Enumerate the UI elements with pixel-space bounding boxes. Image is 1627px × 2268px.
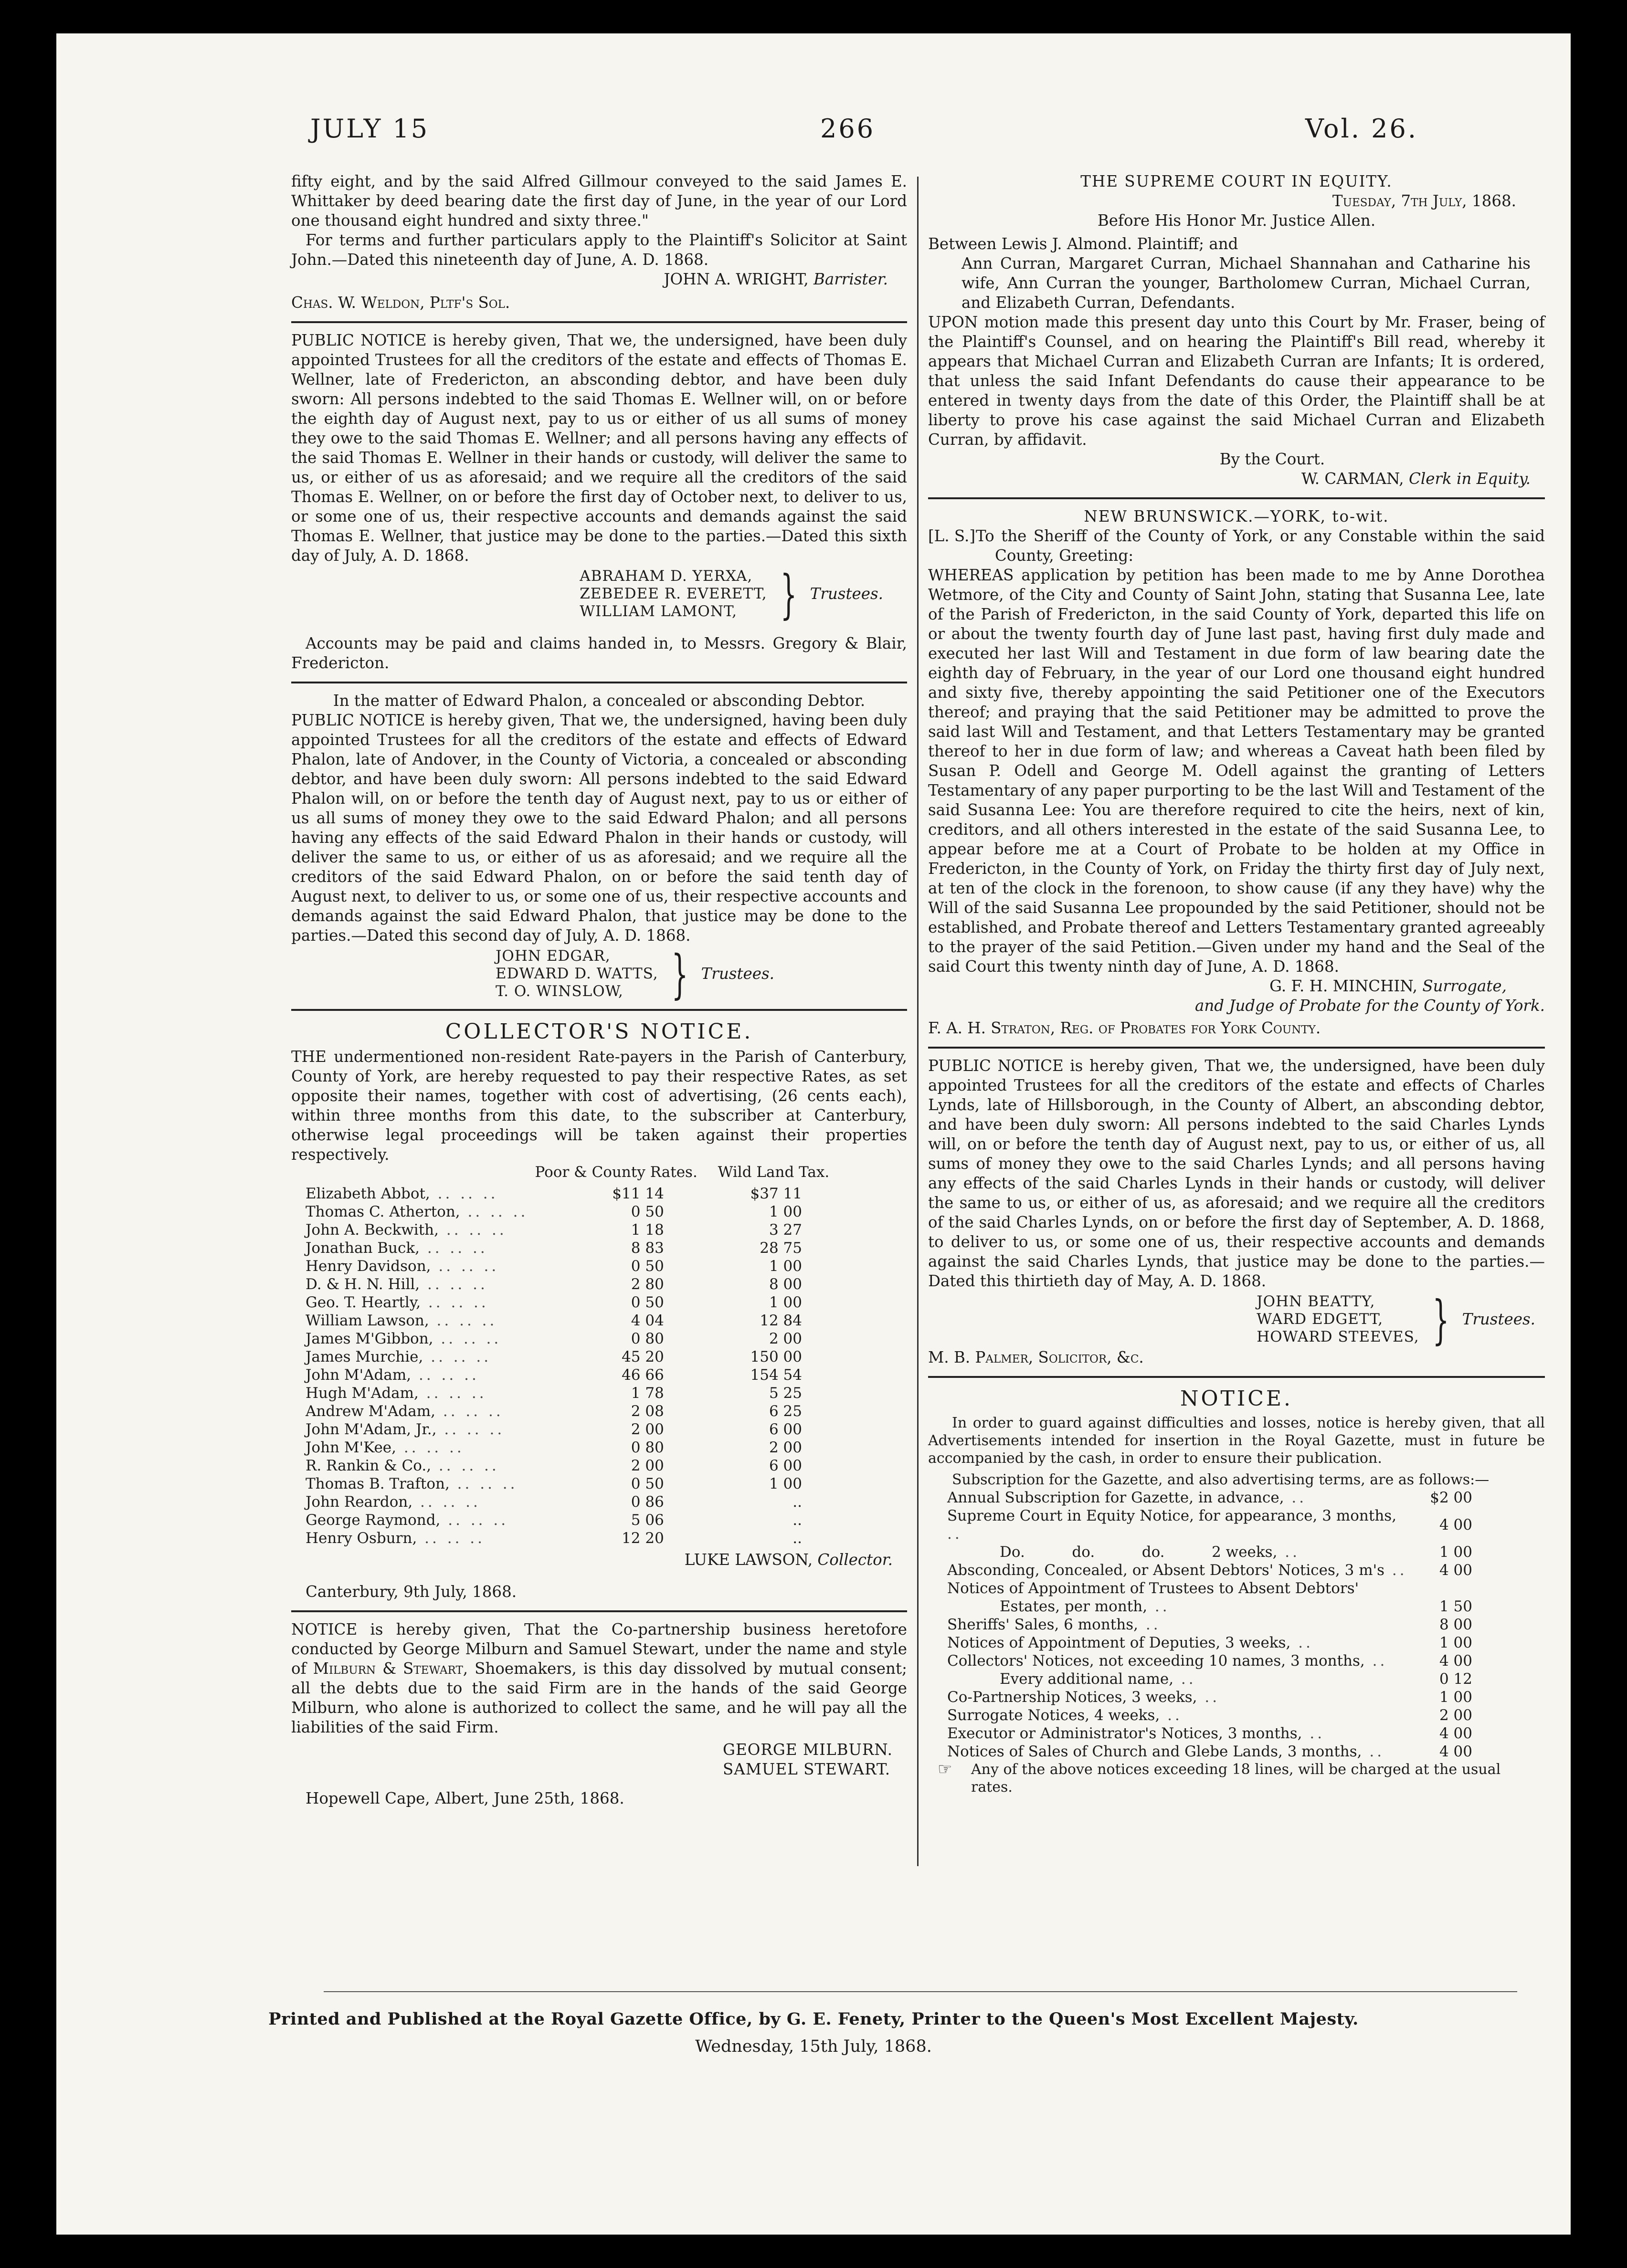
rate-row <box>306 1330 831 1348</box>
lynds-solicitor: M. B. Palmer, Solicitor, &c. <box>928 1348 1144 1366</box>
wild-land-value: 1 00 <box>769 1203 802 1220</box>
trustees-label: Trustees. <box>1462 1310 1535 1328</box>
poor-rate-value: 2 00 <box>631 1421 664 1438</box>
ratepayer-name: Elizabeth Abbot, <box>306 1185 430 1202</box>
brace-glyph: } <box>780 563 797 625</box>
equity-clerk <box>928 469 1531 489</box>
poor-rate-value: 5 06 <box>631 1512 664 1529</box>
poor-rate-value: 2 80 <box>631 1276 664 1293</box>
fee-row <box>947 1616 1472 1634</box>
leader-dots: .. <box>1290 1634 1313 1651</box>
pointing-hand-icon: ☞ <box>938 1760 952 1779</box>
ratepayer-name: Henry Davidson, <box>306 1258 431 1275</box>
section-rule <box>928 1047 1545 1049</box>
wild-land-value: .. <box>792 1512 802 1529</box>
poor-rate-value: 0 86 <box>631 1493 664 1511</box>
wright-solicitor: Chas. W. Weldon, Pltf's Sol. <box>291 294 510 312</box>
leader-dots: .. .. .. <box>423 1348 492 1365</box>
rate-row <box>306 1457 831 1475</box>
section-rule <box>928 1376 1545 1378</box>
rate-row <box>306 1493 831 1511</box>
poor-rate-value: 0 80 <box>631 1330 664 1347</box>
fee-amount: 1 50 <box>1439 1598 1472 1615</box>
surrogate-name: G. F. H. MINCHIN, <box>1269 977 1418 995</box>
rate-row <box>306 1203 831 1221</box>
poor-rate-value: 2 00 <box>631 1457 664 1474</box>
milburn-signer: SAMUEL STEWART. <box>723 1760 891 1778</box>
wild-land-value: 12 84 <box>760 1312 802 1329</box>
fee-amount: 1 00 <box>1439 1544 1472 1561</box>
wellner-trustees <box>291 563 907 625</box>
collector-place-date: Canterbury, 9th July, 1868. <box>306 1583 517 1601</box>
phalon-title: In the matter of Edward Phalon, a concealed or absconding Debtor. <box>333 692 866 710</box>
fee-row <box>947 1706 1472 1724</box>
fee-label: Collectors' Notices, not exceeding 10 names, 3 months, <box>947 1652 1365 1670</box>
leader-dots: .. .. .. <box>420 1276 488 1293</box>
leader-dots: .. .. .. <box>440 1512 509 1529</box>
leader-dots: .. <box>1364 1652 1388 1670</box>
rate-row <box>306 1293 831 1312</box>
rate-row <box>306 1438 831 1457</box>
york-address <box>928 526 1545 566</box>
milburn-text: NOTICE is hereby given, That the Co-partnership business heretofore conducted by George Milburn and Samuel Stewart, under the name and style of Milburn & Stewart, Shoemakers, is this day dissolved by mutual consent; all the debts due to the said Firm are in the hands of the said George Milburn, who alone is authorized to collect the same, and he will pay all the liabilities of the said Firm. <box>291 1620 907 1736</box>
leader-dots: .. .. .. <box>433 1330 502 1347</box>
trustee-name: WILLIAM LAMONT, <box>580 603 737 620</box>
firm-name: Milburn & Stewart <box>313 1659 463 1678</box>
leader-dots: .. <box>1302 1725 1325 1742</box>
gazette-notice <box>928 1386 1545 1796</box>
fee-label: Surrogate Notices, 4 weeks, <box>947 1707 1160 1724</box>
ratepayer-name: D. & H. N. Hill, <box>306 1276 420 1293</box>
rates-body <box>306 1185 831 1547</box>
gazette-page <box>56 33 1571 2235</box>
leader-dots: .. <box>1384 1562 1407 1579</box>
col-header-poor: Poor & County Rates. <box>535 1164 697 1181</box>
wild-land-value: 8 00 <box>769 1276 802 1293</box>
leader-dots: .. .. .. <box>449 1475 518 1492</box>
ratepayer-name: John A. Beckwith, <box>306 1221 439 1239</box>
trustee-name: HOWARD STEEVES, <box>1257 1328 1419 1345</box>
trustee-name: JOHN EDGAR, <box>496 947 611 965</box>
leader-dots: .. .. .. <box>435 1403 504 1420</box>
lynds-notice <box>928 1056 1545 1367</box>
milburn-notice <box>291 1620 907 1808</box>
notice-subscription: Subscription for the Gazette, and also advertising terms, are as follows:— <box>952 1471 1490 1488</box>
poor-rate-value: 8 83 <box>631 1239 664 1257</box>
poor-rate-value: 45 20 <box>622 1348 664 1365</box>
milburn-signer: GEORGE MILBURN. <box>723 1741 893 1759</box>
lynds-text: PUBLIC NOTICE is hereby given, That we, the undersigned, have been duly appointed Trustees for all the creditors of the estate and effects of Charles Lynds, late of Hillsborough, in the County of Albert, an absconding debtor, and have been duly sworn: All persons indebted to the said Charles Lynds will, on or before the tenth day of August next, pay to us, or either of us, all sums of money they owe to the said Charles Lynds; and all persons having any effects of the said Charles Lynds in their hands or custody, will deliver the same to us, or either of us, as aforesaid; and we require all the creditors of the said Charles Lynds, on or before the first day of September, A. D. 1868, to deliver to us, or some one of us, their respective accounts and demands against the said Charles Lynds, that justice may be done to the parties.—Dated this thirtieth day of May, A. D. 1868. <box>928 1057 1545 1290</box>
leader-dots: .. <box>1197 1689 1220 1706</box>
wild-land-value: 2 00 <box>769 1439 802 1456</box>
york-to: To the Sheriff of the County of York, or any Constable within the said County, Greeting: <box>976 527 1545 565</box>
poor-rate-value: 0 50 <box>631 1475 664 1492</box>
ratepayer-name: Jonathan Buck, <box>306 1239 420 1257</box>
footer-date: Wednesday, 15th July, 1868. <box>695 2037 932 2056</box>
footer-rule <box>324 1991 1517 1992</box>
footer-printer: Printed and Published at the Royal Gazette Office, by G. E. Fenety, Printer to the Queen's Most Excellent Majesty. <box>268 2009 1359 2029</box>
equity-by: By the Court. <box>1219 450 1325 468</box>
fee-amount: 1 00 <box>1439 1634 1472 1651</box>
rates-table <box>306 1165 831 1547</box>
poor-rate-value: 0 50 <box>631 1258 664 1275</box>
wild-land-value: 1 00 <box>769 1475 802 1492</box>
fee-label: Notices of Appointment of Trustees to Absent Debtors' <box>947 1580 1359 1597</box>
poor-rate-value: 46 66 <box>622 1366 664 1384</box>
leader-dots: .. .. .. <box>417 1530 485 1547</box>
poor-rate-value: 4 04 <box>631 1312 664 1329</box>
rate-row <box>306 1221 831 1239</box>
fee-label: Notices of Appointment of Deputies, 3 weeks, <box>947 1634 1291 1651</box>
left-column <box>291 172 907 1808</box>
leader-dots: .. .. .. <box>411 1366 479 1384</box>
ratepayer-name: James Murchie, <box>306 1348 423 1365</box>
leader-dots: .. <box>1362 1743 1385 1760</box>
surrogate-title: Surrogate, <box>1422 977 1507 995</box>
ratepayer-name: James M'Gibbon, <box>306 1330 433 1347</box>
fee-amount: 0 12 <box>1439 1670 1472 1688</box>
ratepayer-name: William Lawson, <box>306 1312 429 1329</box>
ratepayer-name: Geo. T. Heartly, <box>306 1294 421 1311</box>
brace-glyph: } <box>671 943 688 1005</box>
wild-land-value: 28 75 <box>760 1239 802 1257</box>
notice-title: NOTICE. <box>1180 1386 1293 1411</box>
equity-notice <box>928 172 1545 489</box>
section-rule <box>291 1009 907 1011</box>
leader-dots: .. .. .. <box>431 1457 499 1474</box>
wild-land-value: .. <box>792 1493 802 1511</box>
fee-row <box>947 1489 1472 1507</box>
wild-land-value: .. <box>792 1530 802 1547</box>
ratepayer-name: John Reardon, <box>306 1493 413 1511</box>
fee-label: Every additional name, <box>1000 1670 1174 1688</box>
york-registrar: F. A. H. Straton, Reg. of Probates for York County. <box>928 1019 1321 1037</box>
phalon-text: PUBLIC NOTICE is hereby given, That we, the undersigned, having been duly appointed Trustees for all the creditors of the estate and effects of Edward Phalon, late of Andover, in the County of Victoria, a concealed or absconding debtor, and have been duly sworn: All persons indebted to the said Edward Phalon will, on or before the tenth day of August next, pay to us or either of us all sums of money they owe to the said Edward Phalon; and all persons having any effects of the said Edward Phalon in their hands or custody, will deliver the same to us, or either of us as aforesaid; and we require all the creditors of the said Edward Phalon, on or before the said tenth day of August next, to deliver to us, or some one of us, their respective accounts and demands against the said Edward Phalon, that justice may be done to the parties.—Dated this second day of July, A. D. 1868. <box>291 711 907 945</box>
wild-land-value: 5 25 <box>769 1385 802 1402</box>
leader-dots: .. .. .. <box>431 1258 499 1275</box>
rate-row <box>306 1420 831 1438</box>
ratepayer-name: Andrew M'Adam, <box>306 1403 435 1420</box>
fee-amount: $2 00 <box>1430 1489 1472 1506</box>
rate-row <box>306 1511 831 1529</box>
wild-land-value: 6 00 <box>769 1457 802 1474</box>
fee-amount: 8 00 <box>1439 1616 1472 1633</box>
wright-signer-title: Barrister. <box>814 270 888 288</box>
poor-rate-value: 0 50 <box>631 1203 664 1220</box>
phalon-notice <box>291 691 907 1005</box>
wright-signature <box>291 270 888 289</box>
leader-dots: .. .. .. <box>438 1221 507 1239</box>
collector-title: COLLECTOR'S NOTICE. <box>445 1019 753 1044</box>
ratepayer-name: John M'Kee, <box>306 1439 397 1456</box>
ratepayer-name: Henry Osburn, <box>306 1530 417 1547</box>
phalon-trustees <box>291 943 907 1005</box>
right-column <box>928 172 1545 1796</box>
fee-label: Notices of Sales of Church and Glebe Lands, 3 months, <box>947 1743 1362 1760</box>
leader-dots: .. .. .. <box>430 1185 498 1202</box>
milburn-signers <box>291 1740 893 1779</box>
leader-dots: .. <box>947 1525 962 1543</box>
ratepayer-name: George Raymond, <box>306 1512 441 1529</box>
leader-dots: .. .. .. <box>436 1421 505 1438</box>
wellner-text: PUBLIC NOTICE is hereby given, That we, the undersigned, have been duly appointed Trustees for all the creditors of the estate and effects of Thomas E. Wellner, late of Fredericton, an absconding debtor, and have been duly sworn: All persons indebted to the said Thomas E. Wellner will, on or before the eighth day of August next, pay to us or either of us all sums of money they owe to the said Thomas E. Wellner; and all persons having any effects of the said Thomas E. Wellner in their hands or custody, will deliver the same to us, or either of us as aforesaid; and we require all the creditors of the said Thomas E. Wellner, on or before the first day of October next, to deliver to us, or some one of us, their respective accounts and demands against the said Thomas E. Wellner, that justice may be done to the parties.—Dated this sixth day of July, A. D. 1868. <box>291 331 907 565</box>
wild-land-value: 1 00 <box>769 1258 802 1275</box>
leader-dots: .. .. .. <box>421 1294 489 1311</box>
wright-terms: For terms and further particulars apply to the Plaintiff's Solicitor at Saint John.—Dated this nineteenth day of June, A. D. 1868. <box>291 231 907 269</box>
rate-row <box>306 1257 831 1275</box>
york-title: NEW BRUNSWICK.—YORK, to-wit. <box>1084 507 1389 525</box>
fee-label: Co-Partnership Notices, 3 weeks, <box>947 1689 1197 1706</box>
wild-land-value: 2 00 <box>769 1330 802 1347</box>
rate-row <box>306 1348 831 1366</box>
fee-label: Annual Subscription for Gazette, in advance, <box>947 1489 1284 1506</box>
notice-intro: In order to guard against difficulties and losses, notice is hereby given, that all Advertisements intended for insertion in the Royal Gazette, must in future be accompanied by the cash, in order to ensure their publication. <box>928 1415 1545 1467</box>
wild-land-value: 3 27 <box>769 1221 802 1239</box>
lynds-trustees <box>928 1289 1545 1350</box>
collector-signer-name: LUKE LAWSON, <box>684 1551 813 1569</box>
wright-notice <box>291 172 907 313</box>
ratepayer-name: Thomas C. Atherton, <box>306 1203 460 1220</box>
leader-dots: .. .. .. <box>418 1385 487 1402</box>
wellner-notice <box>291 331 907 673</box>
fee-row <box>947 1670 1472 1688</box>
equity-title: THE SUPREME COURT IN EQUITY. <box>1080 172 1393 190</box>
rate-row <box>306 1366 831 1384</box>
leader-dots: .. .. .. <box>429 1312 497 1329</box>
trustee-name: WARD EDGETT, <box>1257 1311 1384 1328</box>
rate-row <box>306 1475 831 1493</box>
wild-land-value: 6 25 <box>769 1403 802 1420</box>
leader-dots: .. .. .. <box>420 1239 488 1257</box>
fee-amount: 4 00 <box>1439 1516 1472 1533</box>
section-rule <box>291 1610 907 1612</box>
equity-text: UPON motion made this present day unto this Court by Mr. Fraser, being of the Plaintiff's Counsel, and on hearing the Plaintiff's Bill read, whereby it appears that Michael Curran and Elizabeth Curran are Infants; It is ordered, that unless the said Infant Defendants do cause their appearance to be entered in twenty days from the date of this Order, the Plaintiff shall be at liberty to prove his case against the said Michael Curran and Elizabeth Curran, by affidavit. <box>928 313 1545 449</box>
wright-signer-name: JOHN A. WRIGHT, <box>664 270 809 288</box>
trustee-name: JOHN BEATTY, <box>1257 1293 1375 1310</box>
collector-signature <box>291 1550 893 1570</box>
rate-row <box>306 1312 831 1330</box>
fee-amount: 4 00 <box>1439 1725 1472 1742</box>
fee-row <box>947 1597 1472 1616</box>
rate-row <box>306 1275 831 1293</box>
clerk-title: Clerk in Equity. <box>1408 470 1531 488</box>
fee-row <box>947 1743 1472 1761</box>
wild-land-value: 150 00 <box>750 1348 802 1365</box>
fee-row <box>947 1688 1472 1706</box>
rate-row <box>306 1529 831 1547</box>
equity-defendants: Ann Curran, Margaret Curran, Michael Shannahan and Catharine his wife, Ann Curran the younger, Bartholomew Curran, Michael Curran, and Elizabeth Curran, Defendants. <box>961 254 1531 312</box>
fee-row <box>947 1507 1472 1543</box>
fee-amount: 4 00 <box>1439 1562 1472 1579</box>
leader-dots: .. .. .. <box>412 1493 481 1511</box>
poor-rate-value: 1 18 <box>631 1221 664 1239</box>
equity-between: Between Lewis J. Almond. Plaintiff; and <box>928 235 1238 253</box>
trustees-label: Trustees. <box>701 965 774 983</box>
fee-label: Absconding, Concealed, or Absent Debtors' Notices, 3 m's <box>947 1562 1385 1579</box>
poor-rate-value: 1 78 <box>631 1385 664 1402</box>
wild-land-value: $37 11 <box>750 1185 802 1202</box>
rate-row <box>306 1239 831 1257</box>
leader-dots: .. <box>1284 1489 1307 1506</box>
york-judge: and Judge of Probate for the County of York. <box>1194 997 1545 1015</box>
poor-rate-value: $11 14 <box>612 1185 664 1202</box>
seal-marker: [L. S.] <box>928 527 976 545</box>
header-date: JULY 15 <box>310 114 430 144</box>
trustee-name: T. O. WINSLOW, <box>496 983 623 1000</box>
fee-row <box>947 1652 1472 1670</box>
fee-row <box>947 1561 1472 1579</box>
poor-rate-value: 12 20 <box>622 1530 664 1547</box>
trustee-name: ABRAHAM D. YERXA, <box>580 567 753 585</box>
fee-row <box>947 1543 1472 1561</box>
ratepayer-name: R. Rankin & Co., <box>306 1457 432 1474</box>
volume-number: Vol. 26. <box>1305 114 1418 144</box>
ratepayer-name: John M'Adam, <box>306 1366 412 1384</box>
fee-amount: 4 00 <box>1439 1743 1472 1760</box>
leader-dots: .. <box>1277 1544 1300 1561</box>
fee-label: Estates, per month, <box>1000 1598 1148 1615</box>
rate-row <box>306 1185 831 1203</box>
brace-glyph: } <box>1432 1289 1449 1350</box>
york-text: WHEREAS application by petition has been made to me by Anne Dorothea Wetmore, of the City and County of Saint John, stating that Susanna Lee, late of the Parish of Fredericton, in the said County of York, departed this life on or about the twenty fourth day of June last past, having first duly made and executed her last Will and Testament in due form of law bearing date the eighth day of February, in the year of our Lord one thousand eight hundred and sixty five, thereby appointing the said Petitioner one of the Executors thereof; and praying that the said Petitioner may be admitted to prove the said last Will and Testament, and that Letters Testamentary may be granted thereof to her in due form of law; and whereas a Caveat hath been filed by Susan P. Odell and George M. Odell against the granting of Letters Testamentary of any paper purporting to be the last Will and Testament of the said Susanna Lee: You are therefore required to cite the heirs, next of kin, creditors, and all others interested in the estate of the said Susanna Lee, to appear before me at a Court of Probate to be holden at my Office in Fredericton, in the County of York, on Friday the thirty first day of July next, at ten of the clock in the forenoon, to show cause (if any they have) why the Will of the said Susanna Lee propounded by the said Petitioner, should not be established, and Probate thereof and Letters Testamentary granted agreeably to the prayer of the said Petition.—Given under my hand and the Seal of the said Court this twenty ninth day of June, A. D. 1868. <box>928 566 1545 976</box>
ratepayer-name: Thomas B. Trafton, <box>306 1475 450 1492</box>
rates-header-row <box>306 1165 831 1185</box>
wellner-accounts: Accounts may be paid and claims handed in, to Messrs. Gregory & Blair, Fredericton. <box>291 634 907 672</box>
equity-before: Before His Honor Mr. Justice Allen. <box>1097 211 1376 230</box>
rate-row <box>306 1402 831 1420</box>
ratepayer-name: Hugh M'Adam, <box>306 1385 419 1402</box>
fee-row <box>947 1579 1472 1597</box>
equity-date: Tuesday, 7th July, 1868. <box>1332 192 1516 210</box>
wild-land-value: 1 00 <box>769 1294 802 1311</box>
column-divider <box>917 177 919 1866</box>
wild-land-value: 6 00 <box>769 1421 802 1438</box>
rate-row <box>306 1384 831 1402</box>
section-rule <box>291 682 907 683</box>
leader-dots: .. <box>1138 1616 1161 1633</box>
milburn-place-date: Hopewell Cape, Albert, June 25th, 1868. <box>306 1789 624 1807</box>
col-header-wild: Wild Land Tax. <box>718 1164 830 1181</box>
wild-land-value: 154 54 <box>750 1366 802 1384</box>
leader-dots: .. <box>1147 1598 1170 1615</box>
fee-amount: 2 00 <box>1439 1707 1472 1724</box>
wright-text: fifty eight, and by the said Alfred Gillmour conveyed to the said James E. Whittaker by deed bearing date the first day of June, in the year of our Lord one thousand eight hundred and sixty three." <box>291 172 907 230</box>
fee-amount: 4 00 <box>1439 1652 1472 1670</box>
fee-row <box>947 1634 1472 1652</box>
poor-rate-value: 0 80 <box>631 1439 664 1456</box>
collector-text: THE undermentioned non-resident Rate-payers in the Parish of Canterbury, County of York, are hereby requested to pay their respective Rates, as set opposite their names, together with cost of advertising, (26 cents each), within three months from this date, to the subscriber at Canterbury, otherwise legal proceedings will be taken against their properties respectively. <box>291 1048 907 1164</box>
york-surrogate <box>928 976 1507 996</box>
fee-amount <box>1415 1579 1472 1597</box>
fee-label: Do. do. do. 2 weeks, <box>1000 1544 1278 1561</box>
notice-footnote: Any of the above notices exceeding 18 lines, will be charged at the usual rates. <box>971 1761 1501 1796</box>
section-rule <box>291 321 907 323</box>
trustee-name: ZEBEDEE R. EVERETT, <box>580 585 767 602</box>
collector-signer-title: Collector. <box>817 1551 893 1569</box>
collector-notice <box>291 1018 907 1602</box>
section-rule <box>928 497 1545 499</box>
leader-dots: .. <box>1173 1670 1196 1688</box>
page-number: 266 <box>820 114 876 144</box>
trustee-name: EDWARD D. WATTS, <box>496 965 658 982</box>
fee-label: Executor or Administrator's Notices, 3 months, <box>947 1725 1302 1742</box>
fee-amount: 1 00 <box>1439 1689 1472 1706</box>
york-notice <box>928 507 1545 1038</box>
clerk-name: W. CARMAN, <box>1301 470 1404 488</box>
leader-dots: .. .. .. <box>460 1203 528 1220</box>
fees-table <box>947 1489 1472 1761</box>
fee-label: Sheriffs' Sales, 6 months, <box>947 1616 1138 1633</box>
fee-label: Supreme Court in Equity Notice, for appearance, 3 months, <box>947 1507 1397 1524</box>
leader-dots: .. <box>1160 1707 1183 1724</box>
notice-footnote-row <box>928 1761 1545 1796</box>
fee-row <box>947 1724 1472 1743</box>
poor-rate-value: 0 50 <box>631 1294 664 1311</box>
poor-rate-value: 2 08 <box>631 1403 664 1420</box>
ratepayer-name: John M'Adam, Jr., <box>306 1421 437 1438</box>
leader-dots: .. .. .. <box>396 1439 465 1456</box>
trustees-label: Trustees. <box>810 585 883 603</box>
